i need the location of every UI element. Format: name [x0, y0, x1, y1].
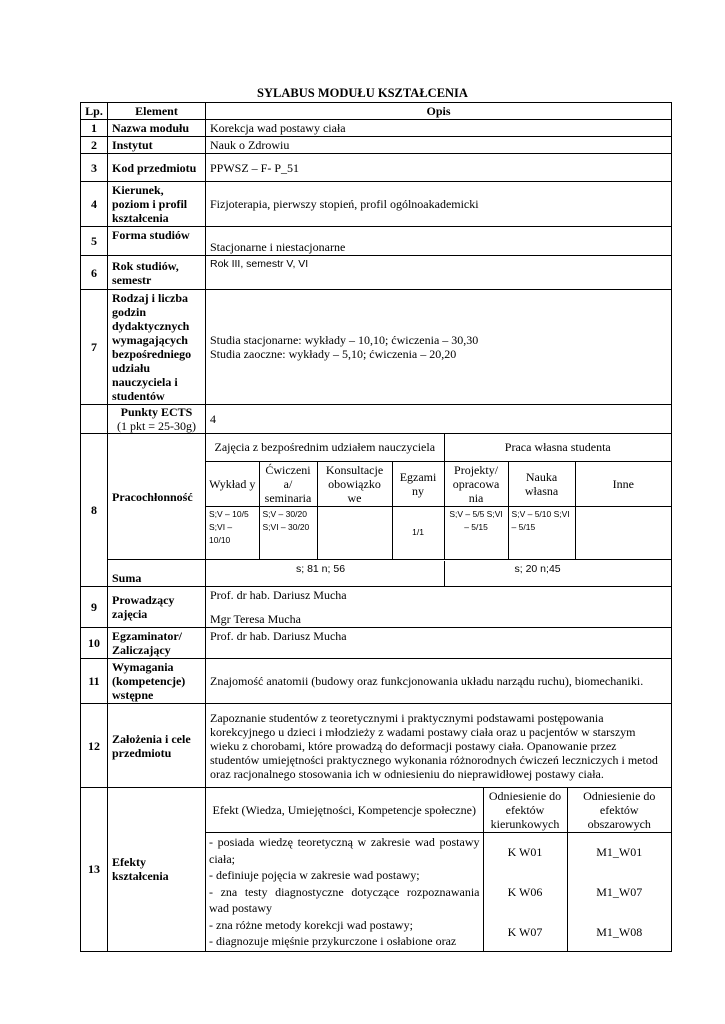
workload-group-self: Praca własna studenta: [444, 434, 671, 461]
workload-value: S;V – 10/5 S;VI – 10/10: [206, 506, 259, 559]
row-number: 9: [81, 587, 108, 628]
obsz-ref: M1_W08: [596, 924, 643, 939]
field-of-study: Fizjoterapia, pierwszy stopień, profil ogólnoakademicki: [206, 182, 672, 227]
prerequisites: Znajomość anatomii (budowy oraz funkcjonowania układu narządu ruchu), biomechaniki.: [206, 659, 672, 704]
header-opis: Opis: [206, 103, 672, 120]
element-label: Pracochłonność: [108, 434, 206, 560]
row-number: 6: [81, 256, 108, 290]
workload-col-header: Konsultacje obowiązko we: [317, 461, 392, 506]
row-number: 5: [81, 227, 108, 256]
workload-value: S;V – 30/20 S;VI – 30/20: [259, 506, 317, 559]
element-label: Rok studiów, semestr: [108, 256, 206, 290]
row-number: 12: [81, 704, 108, 788]
suma-cell: [206, 560, 672, 587]
workload-col-header: Wykład y: [206, 461, 259, 506]
effect-item: - diagnozuje mięśnie przykurczone i osłabione oraz: [209, 934, 457, 948]
effect-item: - posiada wiedzę teoretyczną w zakresie wad postawy ciała;: [209, 835, 480, 866]
workload-col-header: Projekty/ opracowa nia: [444, 461, 508, 506]
header-lp: Lp.: [81, 103, 108, 120]
ects-sub: (1 pkt = 25-30g): [116, 419, 197, 433]
workload-table: [206, 434, 671, 559]
syllabus-table: [80, 102, 672, 952]
document-title: SYLABUS MODUŁU KSZTAŁCENIA: [257, 86, 468, 100]
effects-header: Efekt (Wiedza, Umiejętności, Kompetencje społeczne): [206, 788, 483, 833]
effects-header-kier: Odniesienie do efektów kierunkowych: [483, 788, 567, 833]
row-number: 3: [81, 154, 108, 182]
kier-list: [483, 833, 567, 951]
element-label: Instytut: [108, 137, 206, 154]
year-semester: Rok III, semestr V, VI: [206, 256, 672, 290]
workload-value: S;V – 5/10 S;VI – 5/15: [508, 506, 575, 559]
ects-label-cell: [108, 405, 206, 434]
element-label: Kierunek, poziom i profil kształcenia: [108, 182, 206, 227]
row-number: 7: [81, 290, 108, 405]
header-element: Element: [108, 103, 206, 120]
workload-value: [317, 506, 392, 559]
lecturers: [206, 587, 672, 628]
row-number: 10: [81, 628, 108, 659]
obsz-ref: M1_W01: [596, 844, 643, 859]
teaching-hours: [206, 290, 672, 405]
suma-label: Suma: [108, 560, 206, 587]
element-label: Rodzaj i liczba godzin dydaktycznych wymagających bezpośredniego udziału nauczyciela i studentów: [108, 290, 206, 405]
lecturer: Mgr Teresa Mucha: [210, 612, 301, 626]
course-code: PPWSZ – F- P_51: [206, 154, 672, 182]
kier-ref: K W01: [507, 844, 543, 859]
effect-item: - definiuje pojęcia w zakresie wad postawy;: [209, 868, 420, 882]
suma-teacher: s; 81 n; 56: [206, 561, 444, 586]
ects-value: 4: [206, 405, 672, 434]
suma-table: [206, 561, 671, 586]
effects-table: [206, 788, 671, 951]
suma-self: s; 20 n;45: [514, 562, 561, 575]
effect-item: - zna testy diagnostyczne dotyczące rozpoznawania wad postawy: [209, 884, 480, 915]
element-label: Forma studiów: [108, 227, 206, 256]
row-number-empty: [81, 405, 108, 434]
workload-group-teacher: Zajęcia z bezpośrednim udziałem nauczyciela: [206, 434, 444, 461]
effects-cell: [206, 788, 672, 952]
effects-list: [206, 833, 483, 951]
element-label: Egzaminator/ Zaliczający: [108, 628, 206, 659]
hours-stationary: Studia stacjonarne: wykłady – 10,10; ćwiczenia – 30,30: [210, 333, 479, 347]
workload-col-header: Inne: [575, 461, 671, 506]
study-form: Stacjonarne i niestacjonarne: [206, 227, 672, 256]
element-label: Efekty kształcenia: [108, 788, 206, 952]
workload-value: [575, 506, 671, 559]
element-label: Założenia i cele przedmiotu: [108, 704, 206, 788]
workload-value: 1/1: [392, 506, 444, 559]
workload-col-header: Ćwiczeni a/ seminaria: [259, 461, 317, 506]
hours-extramural: Studia zaoczne: wykłady – 5,10; ćwiczenia – 20,20: [210, 347, 457, 361]
workload-col-header: Egzami ny: [392, 461, 444, 506]
row-number: 13: [81, 788, 108, 952]
institute: Nauk o Zdrowiu: [206, 137, 672, 154]
effect-item: - zna różne metody korekcji wad postawy;: [209, 917, 413, 932]
element-label: Wymagania (kompetencje) wstępne: [108, 659, 206, 704]
obsz-ref: M1_W07: [596, 884, 643, 899]
row-number: 4: [81, 182, 108, 227]
obsz-list: [567, 833, 671, 951]
element-label: Nazwa modułu: [108, 120, 206, 137]
element-label: Kod przedmiotu: [108, 154, 206, 182]
workload-cell: [206, 434, 672, 560]
element-label: Prowadzący zajęcia: [108, 587, 206, 628]
workload-col-header: Nauka własna: [508, 461, 575, 506]
lecturer: Prof. dr hab. Dariusz Mucha: [210, 588, 347, 602]
row-number: 11: [81, 659, 108, 704]
effects-header-obsz: Odniesienie do efektów obszarowych: [567, 788, 671, 833]
workload-value: S;V – 5/5 S;VI – 5/15: [444, 506, 508, 559]
examiner: Prof. dr hab. Dariusz Mucha: [206, 628, 672, 659]
ects-label: Punkty ECTS: [120, 405, 193, 419]
row-number: 8: [81, 434, 108, 587]
kier-ref: K W06: [507, 884, 543, 899]
course-objectives: Zapoznanie studentów z teoretycznymi i praktycznymi podstawami postępowania korekcyjnego u dzieci i młodzieży z wadami postawy ciała oraz u pacjentów w starszym wieku z chorobami, które prowadzą do deformacji postawy ciała. Opanowanie przez studentów umiejętności praktycznego wykonania różnorodnych ćwiczeń leczniczych i metod oraz racjonalnego stosowania ich w odniesieniu do nieprawidłowej postawy ciała.: [206, 704, 672, 788]
row-number: 2: [81, 137, 108, 154]
kier-ref: K W07: [507, 924, 543, 939]
module-name: Korekcja wad postawy ciała: [206, 120, 672, 137]
row-number: 1: [81, 120, 108, 137]
